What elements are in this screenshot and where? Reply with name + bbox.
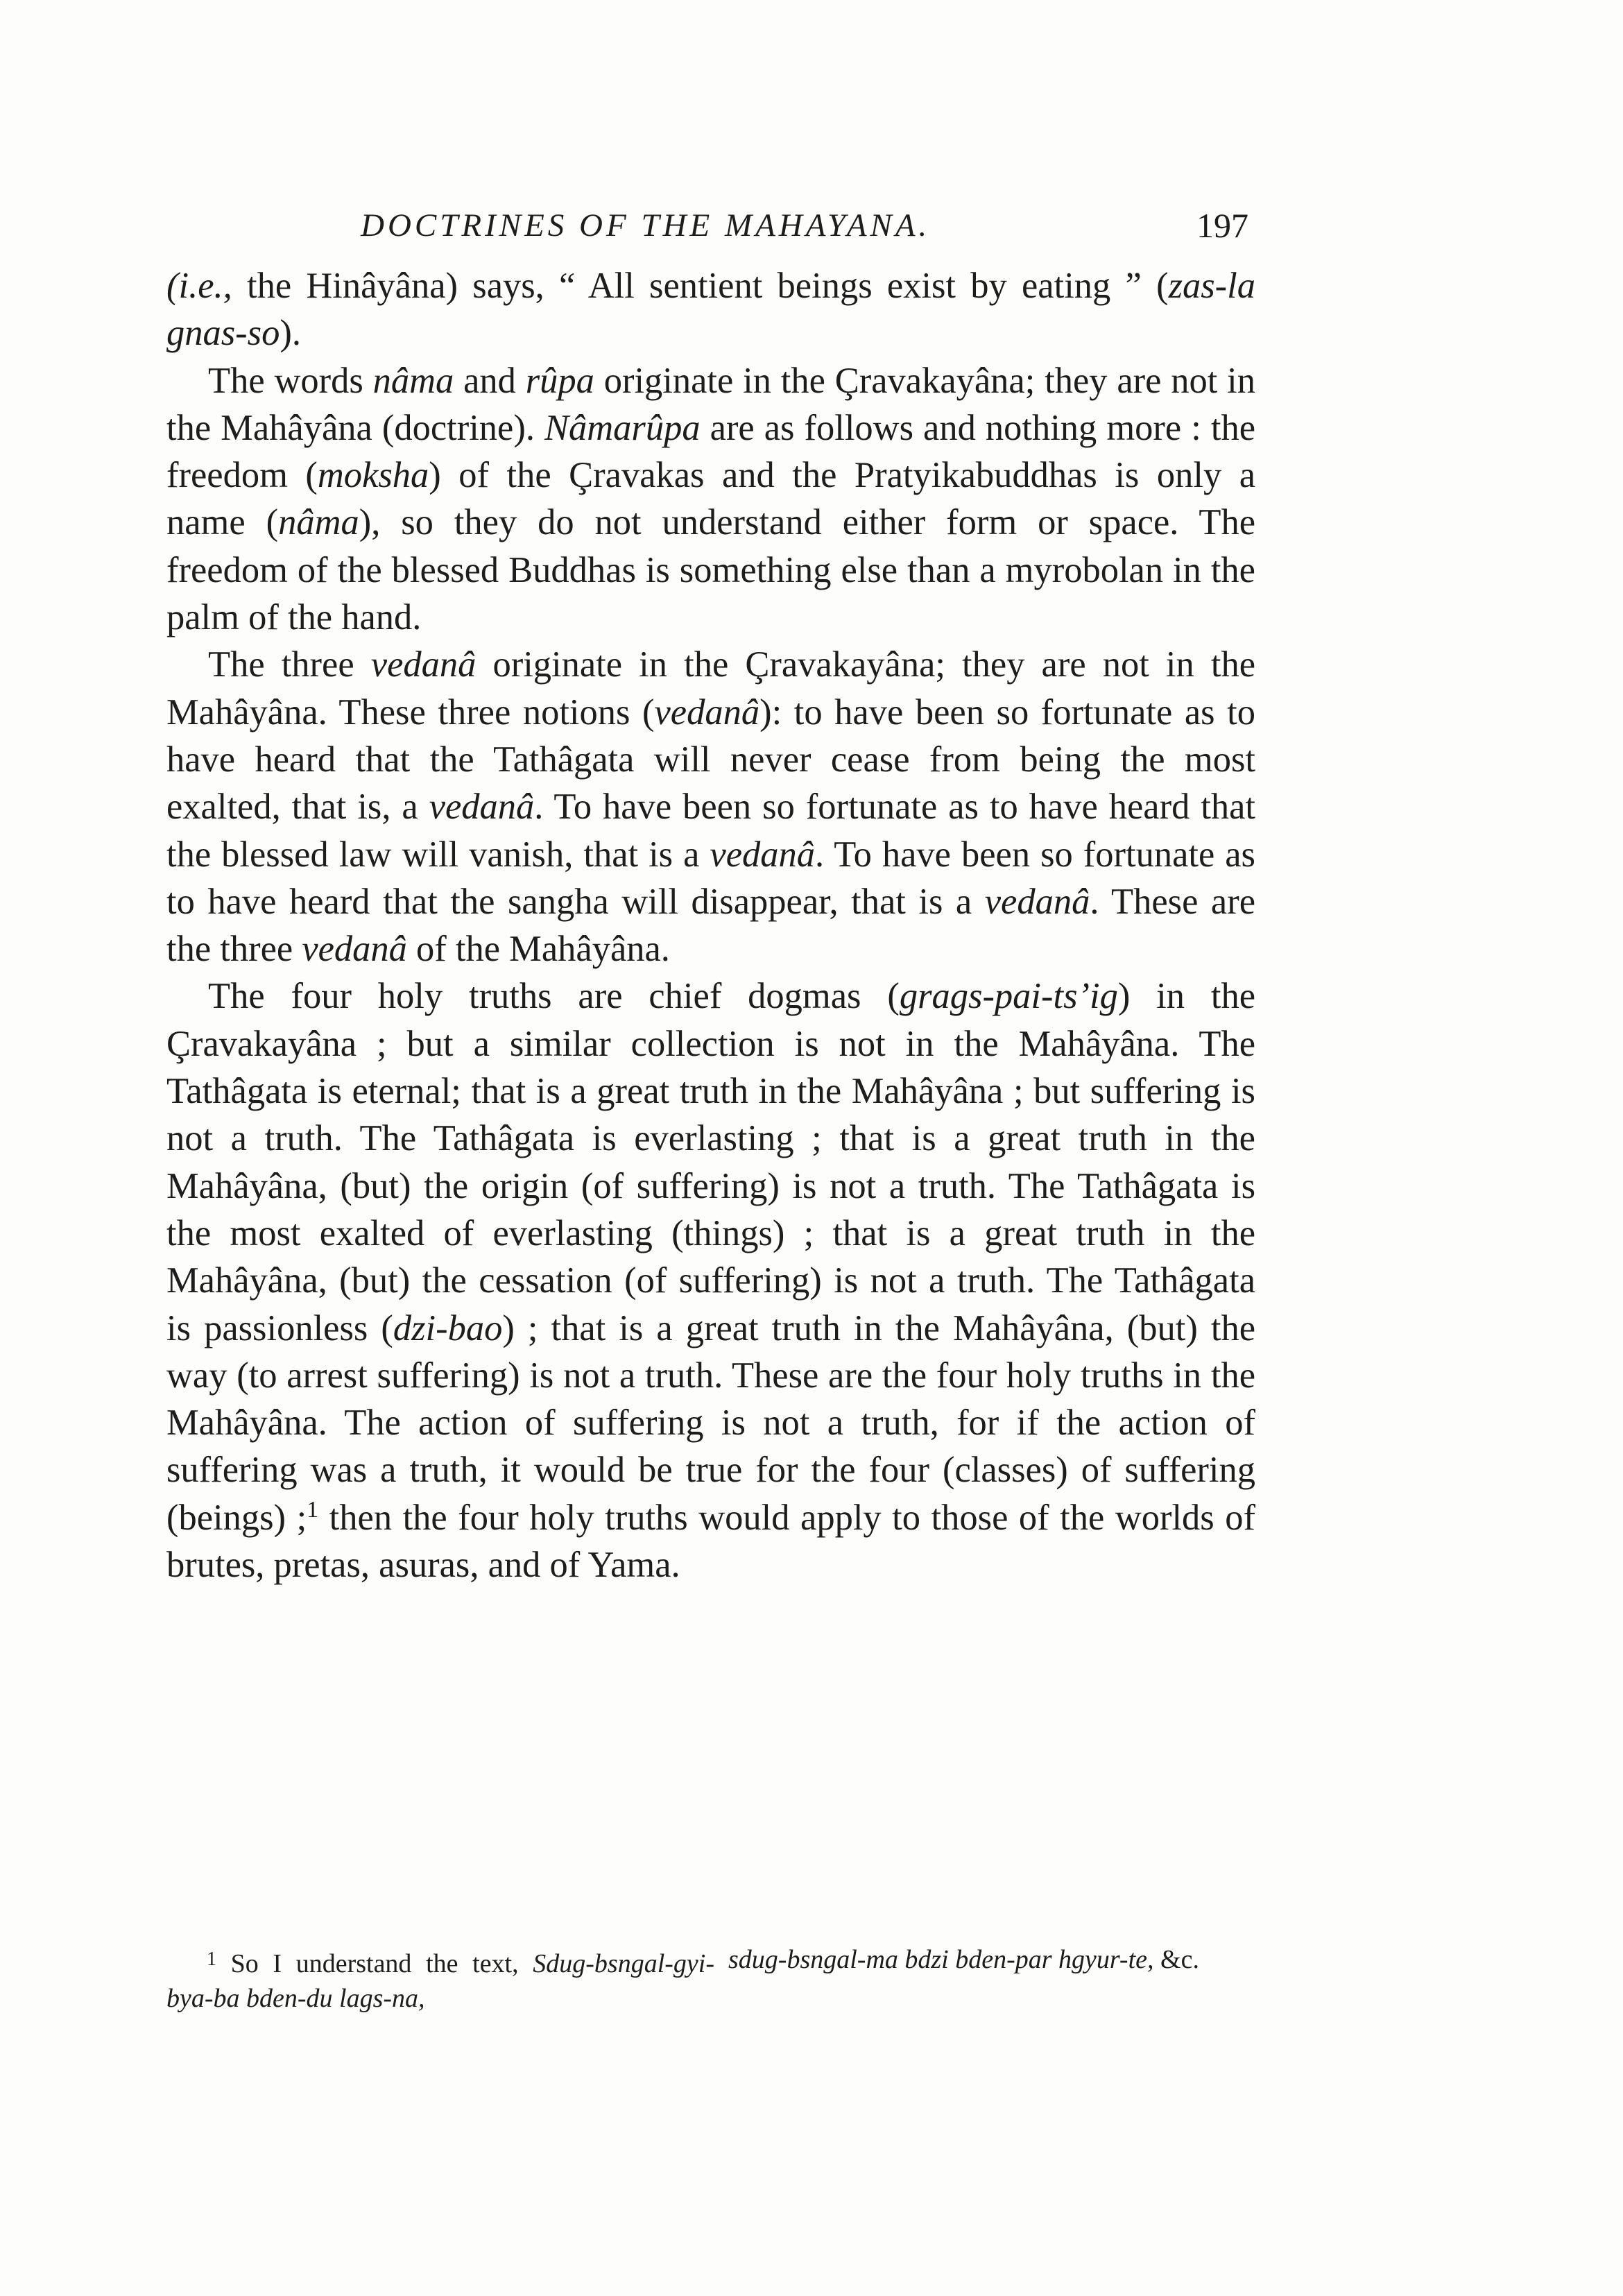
text-run: then the four holy truths would apply to those of the worlds of brutes, pretas, asuras, and of Yama. bbox=[166, 1497, 1255, 1586]
footnote-reference: 1 bbox=[307, 1496, 319, 1523]
footnote-column-right bbox=[728, 1942, 1255, 2046]
italic-term: (i.e., bbox=[166, 266, 232, 306]
footnote-column-left bbox=[166, 1942, 714, 2046]
footnote-marker: 1 bbox=[207, 1948, 216, 1970]
paragraph-continuation bbox=[166, 262, 1255, 357]
text-run: the Hinâyâna) says, “ All sentient beings exist by eating ” ( bbox=[232, 266, 1169, 306]
italic-term: Nâmarûpa bbox=[544, 407, 701, 448]
text-run: ), so they do not understand either form or space. The freedom of the blessed Buddhas is something else than a myrobolan in the palm of the hand. bbox=[166, 502, 1255, 638]
text-run: and bbox=[454, 360, 526, 401]
italic-term: vedanâ bbox=[429, 787, 535, 828]
italic-term: zas-la gnas-so bbox=[166, 266, 1255, 354]
paragraph bbox=[166, 973, 1255, 1588]
italic-term: nâma bbox=[278, 502, 359, 543]
page-number: 197 bbox=[1196, 206, 1248, 245]
italic-term: moksha bbox=[317, 455, 429, 496]
text-run: . To have been so fortunate as to have heard that the blessed law will vanish, that is a bbox=[166, 787, 1256, 875]
text-run: . These are the three bbox=[166, 881, 1255, 970]
paragraph bbox=[166, 641, 1255, 973]
italic-term: dzi-bao bbox=[393, 1308, 503, 1348]
italic-term: grags-pai-ts’ig bbox=[899, 976, 1118, 1017]
text-run: ) ; that is a great truth in the Mahâyâna, (but) the way (to arrest suffering) is not a truth. These are the four holy truths in the Mahâyâna. The action of suffering is not a truth, for if the action of suffering was a truth, it would be true for the four (classes) of suffering (beings) ; bbox=[166, 1308, 1256, 1538]
footnotes bbox=[166, 1942, 1255, 2046]
text-run: &c. bbox=[1153, 1945, 1199, 1974]
text-run: The four holy truths are chief dogmas ( bbox=[208, 976, 900, 1017]
text-run: are as follows and nothing more : the freedom ( bbox=[166, 407, 1255, 496]
running-head-title: DOCTRINES OF THE MAHAYANA. bbox=[361, 207, 931, 243]
main-text bbox=[166, 262, 1255, 1588]
text-run: So I understand the text, bbox=[216, 1949, 533, 1978]
italic-term: Sdug-bsngal-gyi-bya-ba bden-du lags-na, bbox=[166, 1949, 714, 2013]
text-run: ). bbox=[280, 313, 301, 354]
text-run: originate in the Çravakayâna; they are not in the Mahâyâna (doctrine). bbox=[166, 360, 1255, 448]
text-run: originate in the Çravakayâna; they are not in the Mahâyâna. These three notions ( bbox=[166, 644, 1256, 733]
italic-term: nâma bbox=[372, 360, 454, 401]
italic-term: vedanâ bbox=[302, 929, 407, 970]
text-run: . To have been so fortunate as to have heard that the sangha will disappear, that is a bbox=[166, 834, 1255, 922]
text-run: ) of the Çravakas and the Pratyikabuddhas is only a name ( bbox=[166, 455, 1255, 543]
italic-term: rûpa bbox=[525, 360, 594, 401]
text-run: The words bbox=[208, 360, 373, 401]
italic-term: sdug-bsngal-ma bdzi bden-par hgyur-te, bbox=[728, 1945, 1154, 1974]
paragraph bbox=[166, 357, 1255, 642]
text-run: ): to have been so fortunate as to have heard that the Tathâgata will never cease from being the most exalted, that is, a bbox=[166, 692, 1256, 828]
italic-term: vedanâ bbox=[654, 692, 760, 733]
italic-term: vedanâ bbox=[370, 644, 476, 685]
italic-term: vedanâ bbox=[710, 834, 816, 875]
text-run: of the Mahâyâna. bbox=[406, 929, 670, 970]
text-run: The three bbox=[208, 644, 371, 685]
italic-term: vedanâ bbox=[984, 881, 1090, 922]
text-run: ) in the Çravakayâna ; but a similar collection is not in the Mahâyâna. The Tathâgata is eternal; that is a great truth in the Mahâyâna ; but suffering is not a truth. The Tathâgata is everlasting ; that is a great truth in the Mahâyâna, (but) the origin (of suffering) is not a truth. The Tathâgata is the most exalted of everlasting (things) ; that is a great truth in the Mahâyâna, (but) the cessation (of suffering) is not a truth. The Tathâgata is passionless ( bbox=[166, 976, 1255, 1348]
